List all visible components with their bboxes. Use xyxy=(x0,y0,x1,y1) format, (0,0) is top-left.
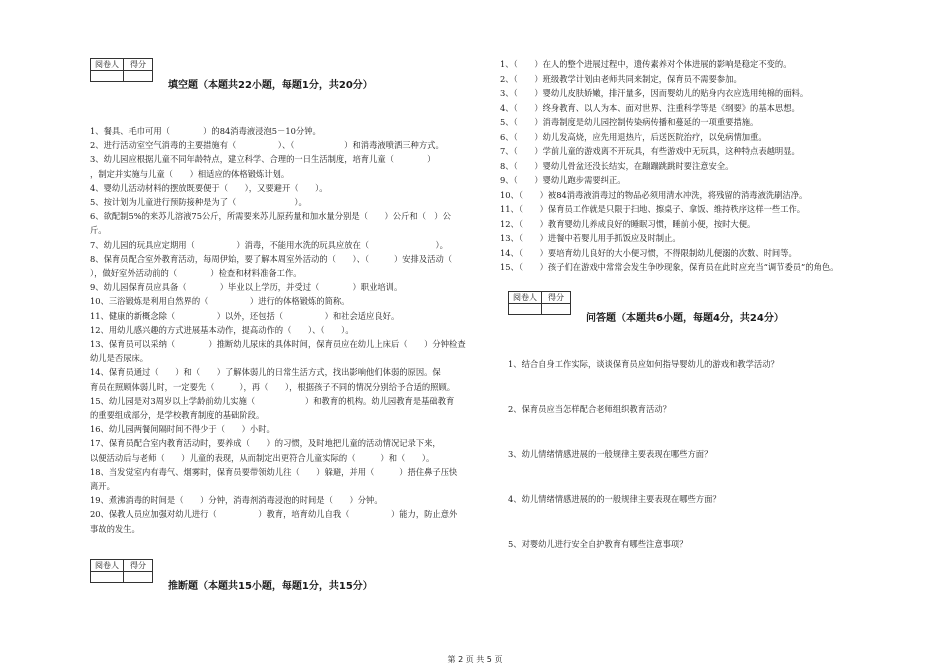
judge-line: 8、（ ）婴幼儿骨盆还没长结实，在蹦蹦跳跳时要注意安全。 xyxy=(500,160,734,171)
judge-line: 3、（ ）婴幼儿皮肤娇嫩，排汗量多，因而婴幼儿的贴身内衣应选用纯棉的面料。 xyxy=(500,88,809,98)
fill-line: 6、欲配制5%的来苏儿溶液75公斤，所需要来苏儿原药量和加水量分别是（ ）公斤和（ ）公 xyxy=(90,211,451,222)
fill-line: 17、保育员配合室内教育活动时，要养成（ ）的习惯，及时地把儿童的活动情况记录下来， xyxy=(90,438,441,449)
fill-line: 以便活动后与老师（ ）儿童的表现，从而制定出更符合儿童实际的（ ）和（ ）。 xyxy=(90,452,435,463)
fill-line: 11、健康的新概念除（ ）以外，还包括（ ）和社会适应良好。 xyxy=(90,310,400,321)
qa-line: 3、幼儿情绪情感进展的一般规律主要表现在哪些方面？ xyxy=(508,449,713,459)
score-box-judge xyxy=(90,559,153,583)
score-box-label-score: 得分 xyxy=(542,292,571,304)
fill-line: 7、幼儿园的玩具应定期用（ ）消毒，不能用水洗的玩具应放在（ ）。 xyxy=(90,239,448,250)
qa-line: 5、对婴幼儿进行安全自护教育有哪些注意事项？ xyxy=(508,539,688,549)
page-footer: 第 2 页 共 5 页 xyxy=(447,655,503,664)
fill-line: 的重要组成部分，是学校教育制度的基础阶段。 xyxy=(90,410,265,420)
judge-line: 6、（ ）幼儿发高烧，应先用退热片，后送医院治疗，以免病情加重。 xyxy=(500,131,767,142)
fill-line: 事故的发生。 xyxy=(90,523,140,534)
qa-section-title: 问答题（本题共6小题，每题4分，共24分） xyxy=(586,313,784,324)
fill-line: 13、保育员可以采纳（ ）推断幼儿尿床的具体时间，保育员应在幼儿上床后（ ）分钟检查 xyxy=(90,339,466,349)
judge-line: 4、（ ）终身教育、以人为本、面对世界、注重科学等是《纲要》的基本思想。 xyxy=(500,102,800,113)
qa-line: 2、保育员应当怎样配合老师组织教育活动？ xyxy=(508,404,671,414)
judge-line: 12、（ ）教育婴幼儿养成良好的睡眠习惯，睡前小便，按时大便。 xyxy=(500,218,756,229)
fill-line: 18、当发觉室内有毒气、烟雾时，保育员要带领幼儿往（ ）躲避，并用（ ）捂住鼻子压快 xyxy=(90,466,458,477)
fill-line: 19、煮沸消毒的时间是（ ）分钟，消毒剂消毒浸泡的时间是（ ）分钟。 xyxy=(90,495,383,506)
fill-line: 14、保育员通过（ ）和（ ）了解体弱儿的日常生活方式，找出影响他们体弱的原因。保 xyxy=(90,367,441,378)
fill-line: 4、婴幼儿活动材料的摆放既要便于（ ），又要避开（ ）。 xyxy=(90,182,328,193)
score-box-label-grader: 阅卷人 xyxy=(91,59,124,71)
fill-line: 8、保育员配合室外教育活动，每周伊始，要了解本周室外活动的（ ）、（ ）安排及活动（ xyxy=(90,253,453,264)
judge-line: 13、（ ）进餐中若婴儿用手抓饭应及时制止。 xyxy=(500,233,681,243)
fill-line: 5、按计划为儿童进行预防接种是为了（ ）。 xyxy=(90,197,307,207)
judge-line: 2、（ ）班级教学计划由老师共同来制定，保育员不需要参加。 xyxy=(500,73,742,84)
fill-line: 1、餐具、毛巾可用（ ）的84消毒液浸泡5－10分钟。 xyxy=(90,126,321,136)
qa-line: 1、结合自身工作实际，谈谈保育员应如何指导婴幼儿的游戏和教学活动？ xyxy=(508,359,779,369)
fill-line: 10、三浴锻炼是利用自然界的（ ）进行的体格锻炼的简称。 xyxy=(90,296,350,307)
judge-line: 11、（ ）保育员工作就是只限于扫地、擦桌子、拿饭、维持秩序这样一些工作。 xyxy=(500,204,806,214)
judge-line: 7、（ ）学前儿童的游戏离不开玩具，有些游戏中无玩具，这种特点表越明显。 xyxy=(500,146,800,156)
fill-line: 3、幼儿园应根据儿童不同年龄特点，建立科学、合理的一日生活制度，培育儿童（ ） xyxy=(90,154,436,165)
fill-line: 20、保教人员应加强对幼儿进行（ ）教育，培育幼儿自我（ ）能力，防止意外 xyxy=(90,509,458,520)
score-box-label-grader: 阅卷人 xyxy=(509,292,542,304)
score-box-qa xyxy=(508,291,571,315)
fill-line: 16、幼儿园两餐间隔时间不得少于（ ）小时。 xyxy=(90,424,275,435)
fill-line: 离开。 xyxy=(90,481,115,491)
fill-line: ），做好室外活动前的（ ）检查和材料准备工作。 xyxy=(90,268,302,278)
score-box-label-score: 得分 xyxy=(124,560,153,572)
fill-line: 育员在照顾体弱儿时，一定要先（ ），再（ ），根据孩子不同的情况分别给予合适的照顾。 xyxy=(90,381,456,392)
judge-section-title: 推断题（本题共15小题，每题1分，共15分） xyxy=(168,581,373,592)
judge-line: 9、（ ）婴幼儿跑步需要纠正。 xyxy=(500,175,626,185)
score-box-fill xyxy=(90,58,153,82)
qa-line: 4、幼儿情绪情感进展的的一般规律主要表现在哪些方面？ xyxy=(508,494,721,504)
judge-line: 1、（ ）在人的整个进展过程中，遗传素养对个体进展的影响是稳定不变的。 xyxy=(500,59,792,69)
judge-line: 15、（ ）孩子们在游戏中常常会发生争吵现象，保育员在此时应充当“调节委员”的角色。 xyxy=(500,262,839,272)
score-box-label-score: 得分 xyxy=(124,59,153,71)
fill-line: 12、用幼儿感兴趣的方式进展基本动作，提高动作的（ ）、（ ）。 xyxy=(90,324,354,335)
fill-line: 9、幼儿园保育员应具备（ ）毕业以上学历，并受过（ ）职业培训。 xyxy=(90,282,403,293)
judge-line: 14、（ ）要培育幼儿良好的大小便习惯，不得限制幼儿便溺的次数、时间等。 xyxy=(500,247,797,258)
fill-line: 幼儿是否尿床。 xyxy=(90,353,149,364)
fill-line: 15、幼儿园是对3周岁以上学龄前幼儿实施（ ）和教育的机构。幼儿园教育是基础教育 xyxy=(90,395,455,406)
score-box-label-grader: 阅卷人 xyxy=(91,560,124,572)
judge-line: 10、（ ）被84消毒液消毒过的物品必须用清水冲洗，将残留的消毒液洗刷洁净。 xyxy=(500,189,808,200)
fill-line: 斤。 xyxy=(90,225,107,236)
judge-line: 5、（ ）消毒制度是幼儿园控制传染病传播和蔓延的一项重要措施。 xyxy=(500,117,759,127)
fill-line: ，制定并实施与儿童（ ）相适应的体格锻炼计划。 xyxy=(90,168,290,179)
fill-section-title: 填空题（本题共22小题，每题1分，共20分） xyxy=(168,80,373,91)
fill-line: 2、进行活动室空气消毒的主要措施有（ ）、（ ）和消毒液喷洒三种方式。 xyxy=(90,140,444,151)
